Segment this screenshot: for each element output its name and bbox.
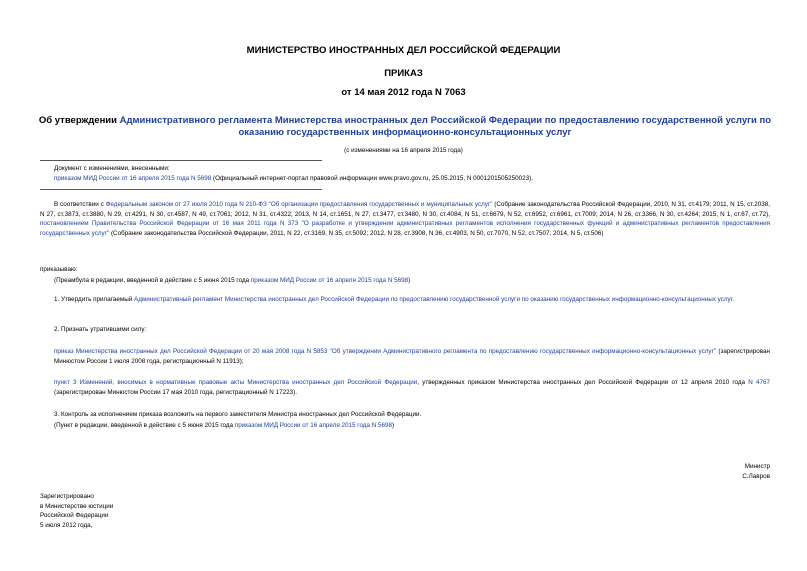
changes-block: [54, 164, 770, 183]
item-2a-order-link[interactable]: приказ Министерства иностранных дел Российской Федерации от 20 мая 2008 года N 5853 "Об утверждении Административного регламента по предоставлению государственных информационно-консультационных услуг": [54, 348, 717, 355]
doc-type-heading: ПРИКАЗ: [384, 68, 423, 79]
registration-line-1: Зарегистрировано: [40, 493, 94, 500]
preamble-text-2: (Собрание законодательства Российской Федерации, 2010, N 31, ст.4179; 2011, N 15, ст.2038, N 27, ст.3873, ст.3880, N 29, ст.4291, N 30, ст.4587, N 49, ст.7061; 2012, N 31, ст.4322; 2013, N 14, ст.1651, N 27, ст.3477, ст.3480, N 30, ст.4084, N 51, ст.6679, N 52, ст.6952, ст.6961, ст.7009; 2014, N 26, ст.3366, N 30, ст.4264; 2015, N 1, ст.67, ст.72),: [40, 201, 770, 218]
preamble-edition-note: [54, 276, 770, 286]
changes-source: (Официальный интернет-портал правовой информации www.pravo.gov.ru, 25.05.2015, N 0001201505250023).: [211, 174, 534, 182]
item-3-note: [54, 421, 770, 431]
ministry-heading: МИНИСТЕРСТВО ИНОСТРАННЫХ ДЕЛ РОССИЙСКОЙ ФЕДЕРАЦИИ: [246, 45, 561, 56]
preamble-text-1: В соответствии с: [54, 201, 106, 208]
item-2b: [54, 378, 770, 397]
item-3-note-link[interactable]: приказом МИД России от 16 апреля 2015 года N 5698: [234, 422, 393, 429]
preamble-note-end: ): [408, 277, 411, 284]
registration-line-2: в Министерстве юстиции: [40, 502, 114, 510]
item-1-regulation-link[interactable]: Административный регламент Министерства иностранных дел Российской Федерации по предоставлению государственной услуги по оказанию государственных информационно-консультационных услуг: [134, 296, 733, 303]
item-2b-text-1: , утвержденных приказом Министерства иностранных дел Российской Федерации от 12 апреля 2010 года: [417, 379, 749, 386]
registration-block: [40, 492, 113, 530]
signature-position: Министр: [744, 463, 770, 470]
item-2b-amendments-link[interactable]: пункт 3 Изменений, вносимых в нормативные правовые акты Министерства иностранных дел Российской Федерации: [54, 379, 418, 386]
item-1-end: .: [732, 296, 734, 303]
registration-line-3: Российской Федерации: [40, 512, 109, 520]
document-title: [30, 115, 780, 139]
date-number-heading: от 14 мая 2012 года N 7063: [341, 87, 466, 98]
edition-note: (с изменениями на 16 апреля 2015 года): [344, 147, 463, 154]
preamble-text-3: (Собрание законодательства Российской Федерации, 2011, N 22, ст.3169, N 35, ст.5092; 2012, N 28, ст.3908, N 36, ст.4903, N 50, ст.7070, N 52, ст.7507; 2014, N 5, ст.506): [109, 229, 604, 237]
government-resolution-link[interactable]: постановлением Правительства Российской Федерации от 16 мая 2011 года N 373 "О разработке и утверждении административных регламентов исполнения государственных функций и административных регламентов предоставления государственных услуг": [40, 220, 770, 237]
item-3: 3. Контроль за исполнением приказа возложить на первого заместителя Министра иностранных дел Российской Федерации.: [54, 411, 422, 418]
item-1-text: 1. Утвердить прилагаемый: [54, 296, 135, 303]
title-prefix: Об утверждении: [38, 115, 120, 126]
divider-bottom: [40, 189, 322, 190]
signature-name: С.Лавров: [742, 472, 770, 480]
item-2b-text-2: (зарегистрирован Минюстом России 17 мая 2010 года, регистрационный N 17223).: [54, 388, 297, 396]
order-word: приказываю:: [40, 266, 78, 273]
item-2a: [54, 347, 770, 366]
federal-law-link[interactable]: Федеральным законом от 27 июля 2010 года N 210-ФЗ "Об организации предоставления государственных и муниципальных услуг": [105, 201, 493, 208]
item-3-note-end: ): [392, 422, 395, 429]
preamble-paragraph: [40, 200, 770, 238]
signature-block: [742, 462, 770, 481]
title-regulation-link[interactable]: Административного регламента Министерства иностранных дел Российской Федерации по предоставлению государственной услуги по оказанию государственных информационно-консультационных услуг: [119, 115, 772, 138]
changes-order-link[interactable]: приказом МИД России от 16 апреля 2015 года N 5698: [54, 174, 212, 182]
preamble-note-link[interactable]: приказом МИД России от 16 апреля 2015 года N 5698: [250, 277, 409, 284]
item-2b-number-link[interactable]: N 4767: [748, 379, 770, 386]
preamble-note-text: (Преамбула в редакции, введенной в действие с 5 июня 2015 года: [54, 277, 251, 284]
registration-line-4: 5 июля 2012 года,: [40, 521, 93, 529]
item-2: 2. Признать утратившими силу:: [54, 326, 147, 333]
item-3-note-text: (Пункт в редакции, введенной в действие с 5 июня 2015 года: [54, 422, 235, 429]
item-2a-text: (зарегистрирован Минюстом России 1 июля 2008 года, регистрационный N 11913);: [54, 348, 770, 365]
changes-label: Документ с изменениями, внесенными:: [54, 165, 170, 172]
item-1: [40, 295, 770, 305]
divider-top: [40, 160, 322, 161]
